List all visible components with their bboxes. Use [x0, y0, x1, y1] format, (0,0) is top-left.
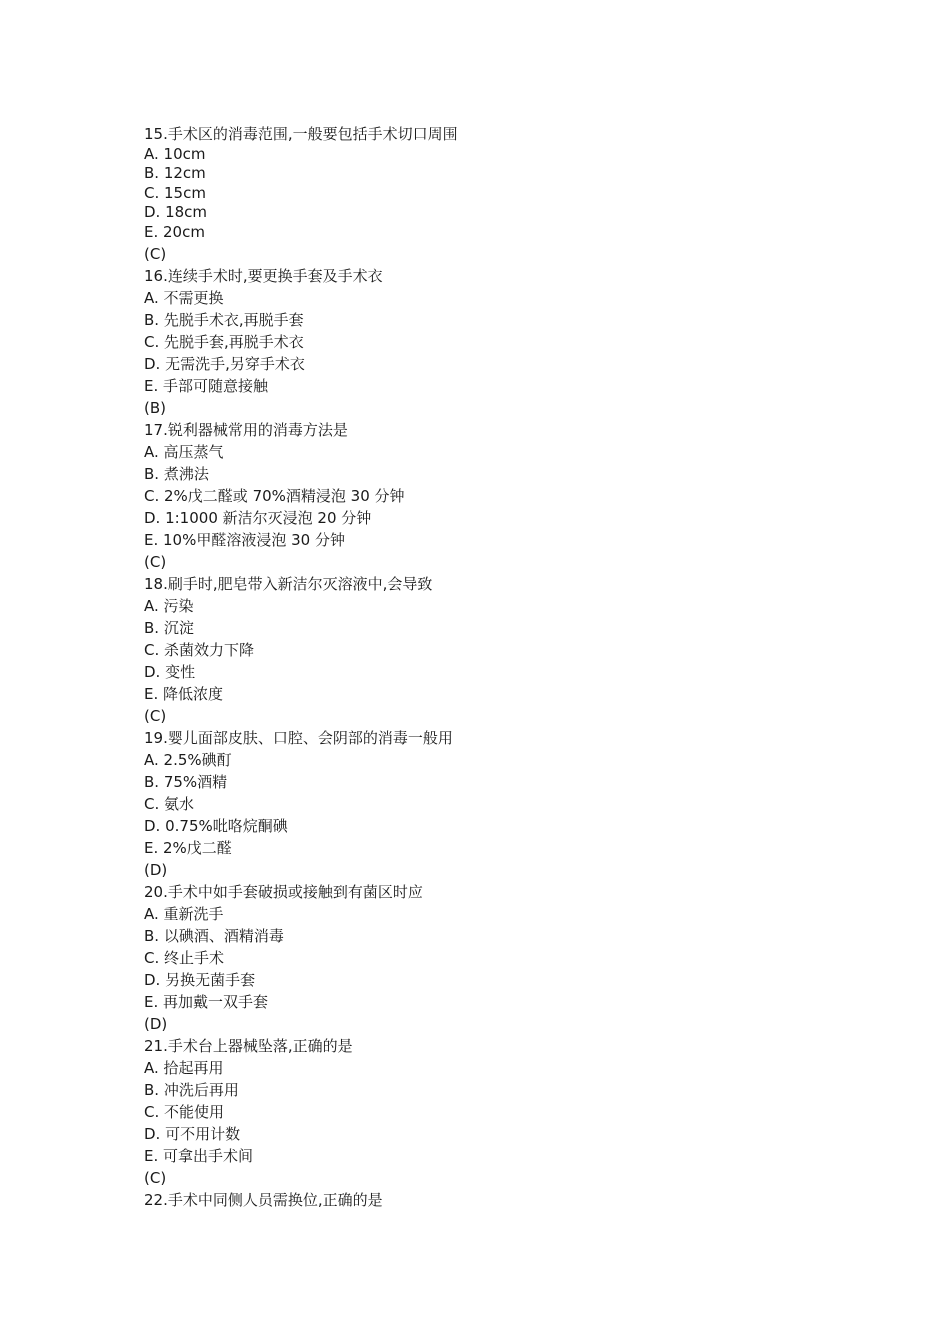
option-d: D. 1:1000 新洁尔灭浸泡 20 分钟: [144, 508, 372, 527]
option-d: D. 无需洗手,另穿手术衣: [144, 354, 305, 373]
option-b: B. 12cm: [144, 164, 206, 183]
answer: (C): [144, 244, 167, 263]
question-19: [144, 727, 844, 881]
answer: (D): [144, 860, 168, 879]
option-b: B. 煮沸法: [144, 464, 209, 483]
option-e: E. 再加戴一双手套: [144, 992, 269, 1011]
option-c: C. 杀菌效力下降: [144, 640, 255, 659]
option-d: D. 0.75%吡咯烷酮碘: [144, 816, 288, 835]
option-a: A. 2.5%碘酊: [144, 750, 232, 769]
option-b: B. 先脱手术衣,再脱手套: [144, 310, 304, 329]
question-stem: 15.手术区的消毒范围,一般要包括手术切口周围: [144, 125, 458, 143]
option-a: A. 污染: [144, 596, 194, 615]
option-c: C. 15cm: [144, 183, 206, 202]
option-c: C. 2%戊二醛或 70%酒精浸泡 30 分钟: [144, 486, 405, 505]
question-16: [144, 265, 844, 419]
option-e: E. 20cm: [144, 222, 205, 241]
option-d: D. 另换无菌手套: [144, 970, 256, 989]
option-e: E. 降低浓度: [144, 684, 224, 703]
document-page: [144, 125, 844, 1211]
option-e: E. 可拿出手术间: [144, 1146, 254, 1165]
option-a: A. 不需更换: [144, 288, 224, 307]
answer: (D): [144, 1014, 168, 1033]
question-stem: 17.锐利器械常用的消毒方法是: [144, 420, 348, 439]
option-d: D. 变性: [144, 662, 196, 681]
question-20: [144, 881, 844, 1035]
option-b: B. 冲洗后再用: [144, 1080, 239, 1099]
answer: (C): [144, 1168, 167, 1187]
question-18: [144, 573, 844, 727]
question-15: [144, 125, 844, 265]
question-stem: 18.刷手时,肥皂带入新洁尔灭溶液中,会导致: [144, 574, 433, 593]
option-b: B. 沉淀: [144, 618, 194, 637]
question-stem: 16.连续手术时,要更换手套及手术衣: [144, 266, 383, 285]
option-a: A. 拾起再用: [144, 1058, 224, 1077]
option-e: E. 2%戊二醛: [144, 838, 232, 857]
question-22: [144, 1189, 844, 1211]
question-17: [144, 419, 844, 573]
question-stem: 22.手术中同侧人员需换位,正确的是: [144, 1190, 383, 1209]
option-c: C. 先脱手套,再脱手术衣: [144, 332, 304, 351]
option-b: B. 以碘酒、酒精消毒: [144, 926, 284, 945]
option-a: A. 高压蒸气: [144, 442, 224, 461]
option-e: E. 手部可随意接触: [144, 376, 269, 395]
option-c: C. 终止手术: [144, 948, 225, 967]
option-d: D. 18cm: [144, 203, 208, 222]
answer: (B): [144, 398, 166, 417]
option-c: C. 不能使用: [144, 1102, 225, 1121]
option-d: D. 可不用计数: [144, 1124, 241, 1143]
answer: (C): [144, 706, 167, 725]
option-a: A. 重新洗手: [144, 904, 224, 923]
option-e: E. 10%甲醛溶液浸泡 30 分钟: [144, 530, 345, 549]
question-stem: 21.手术台上器械坠落,正确的是: [144, 1036, 353, 1055]
question-stem: 19.婴儿面部皮肤、口腔、会阴部的消毒一般用: [144, 728, 453, 747]
option-c: C. 氨水: [144, 794, 195, 813]
answer: (C): [144, 552, 167, 571]
option-b: B. 75%酒精: [144, 772, 228, 791]
question-21: [144, 1035, 844, 1189]
question-stem: 20.手术中如手套破损或接触到有菌区时应: [144, 882, 423, 901]
option-a: A. 10cm: [144, 144, 206, 163]
